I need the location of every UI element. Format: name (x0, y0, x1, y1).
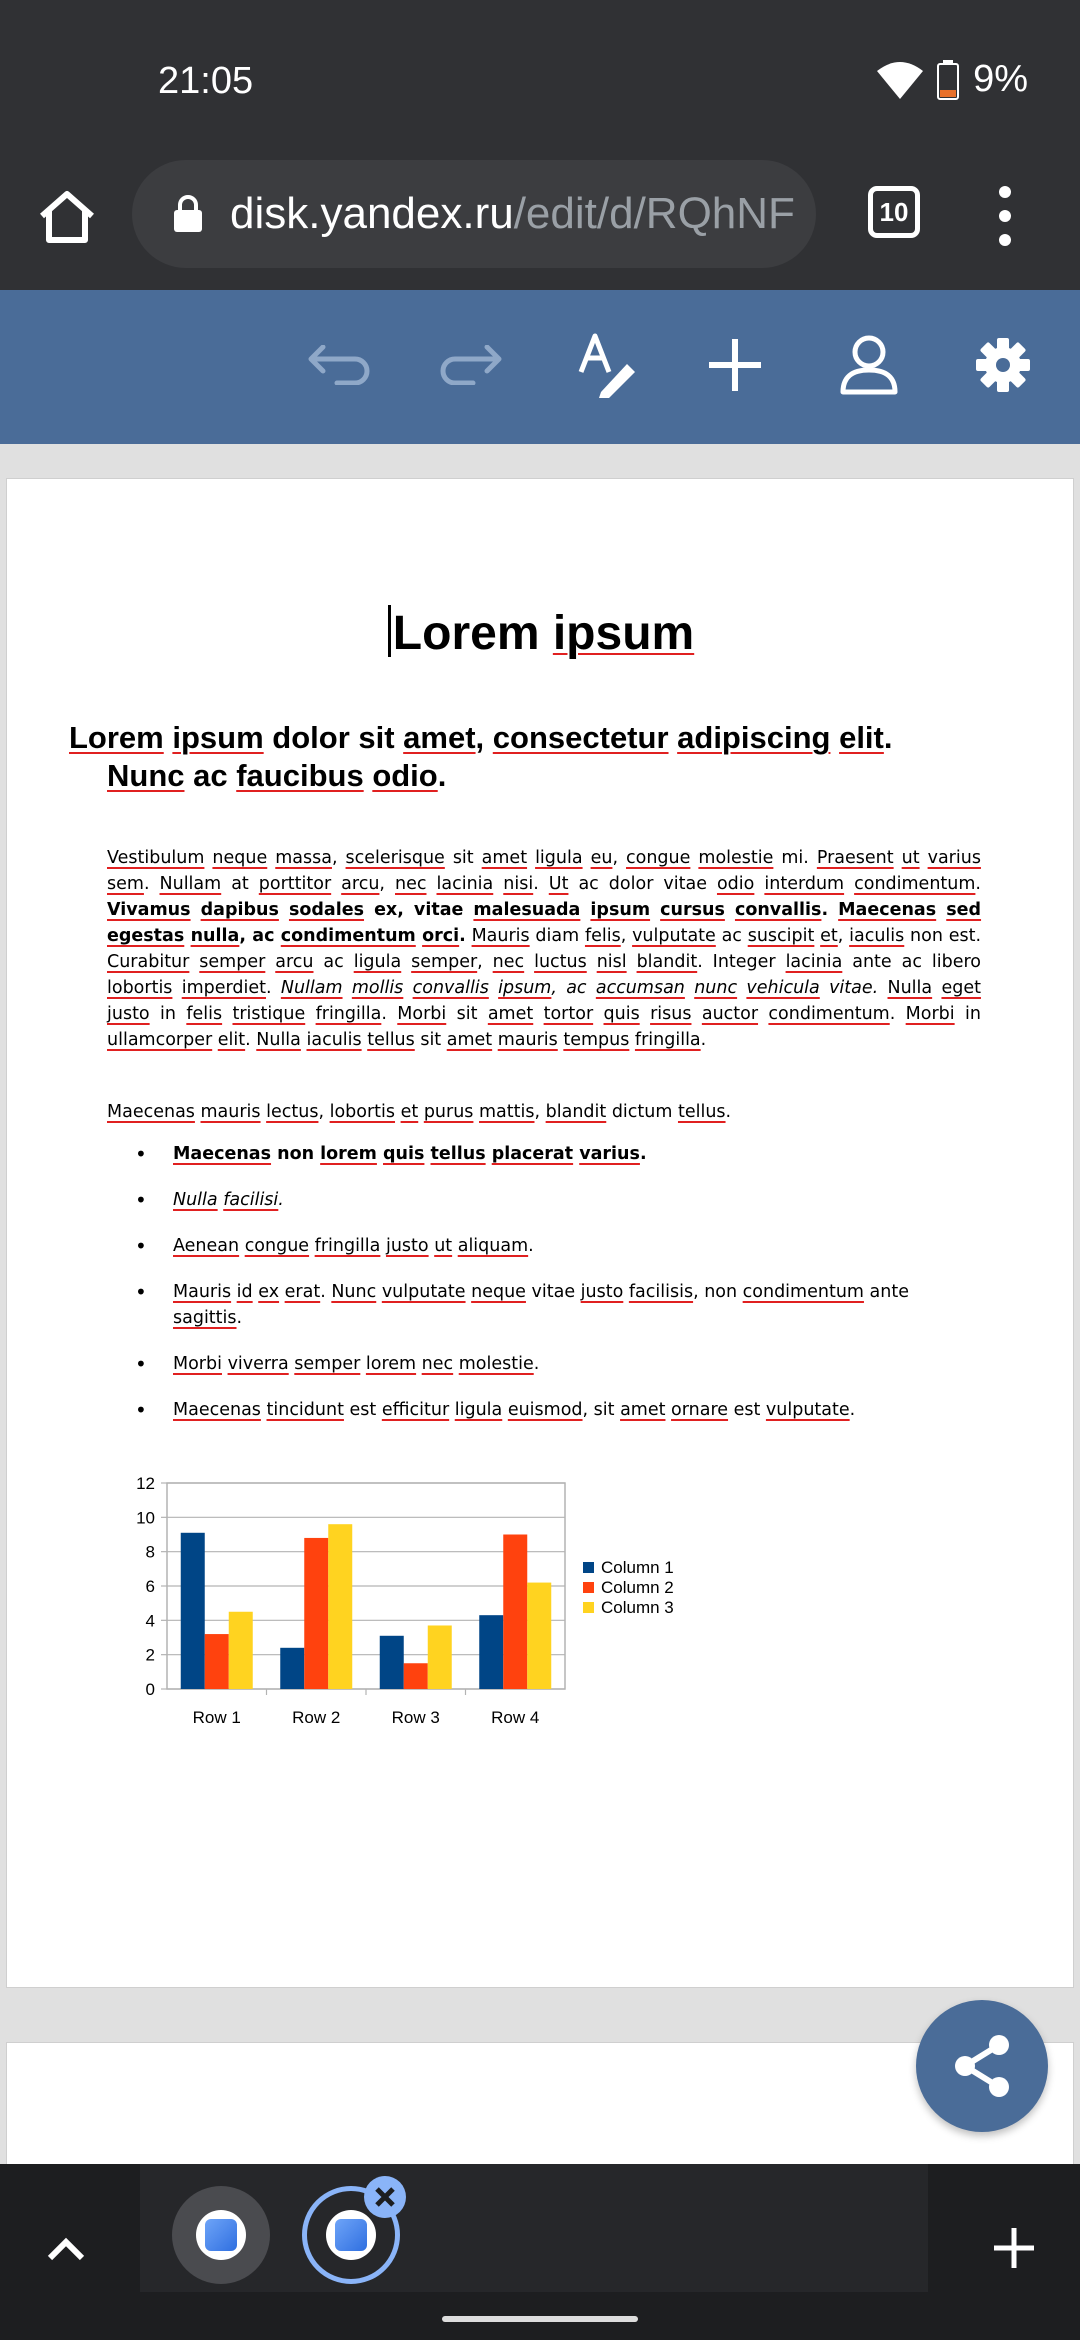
chart-y-tick-label: 8 (145, 1542, 155, 1562)
lock-icon (172, 194, 204, 234)
title-word-1: Lorem (392, 607, 540, 660)
yandex-disk-favicon-icon (196, 2210, 246, 2260)
chart-bar (527, 1583, 551, 1689)
bullet-list (107, 1141, 981, 1443)
battery-percent: 9% (973, 58, 1028, 100)
chart-legend-label: Column 3 (601, 1598, 674, 1617)
overflow-menu-icon[interactable] (990, 186, 1020, 246)
text-format-button[interactable] (572, 330, 642, 400)
url-host: disk.yandex.ru (230, 189, 514, 238)
list-item: • Mauris id ex erat. Nunc vulputate neque vitae justo facilisis, non condimentum ante sagittis. (107, 1279, 981, 1331)
url-path: /edit/d/RQhNF (513, 189, 795, 238)
chart-y-tick-label: 2 (145, 1645, 155, 1665)
battery-icon (937, 60, 959, 100)
document-heading: Lorem ipsum dolor sit amet, consectetur adipiscing elit. Nunc ac faucibus odio. (69, 720, 893, 793)
chart-bar (229, 1612, 253, 1689)
chart-bar (205, 1634, 229, 1689)
tab-strip (0, 2164, 1080, 2340)
undo-button[interactable] (304, 330, 374, 400)
chart-bar (503, 1535, 527, 1690)
url-text (230, 189, 795, 239)
share-icon (949, 2033, 1015, 2099)
user-icon (839, 334, 899, 396)
list-item: • Nulla facilisi. (107, 1187, 981, 1213)
undo-icon (307, 345, 371, 385)
list-item: • Morbi viverra semper lorem nec molestie. (107, 1351, 981, 1377)
list-item: • Maecenas non lorem quis tellus placerat varius. (107, 1141, 981, 1167)
plus-icon (707, 337, 763, 393)
text-cursor (388, 605, 391, 657)
title-word-2: ipsum (552, 607, 695, 660)
status-icons (877, 58, 1028, 101)
chart-y-tick-label: 10 (136, 1508, 155, 1528)
share-button[interactable] (916, 2000, 1048, 2132)
chart-legend-swatch (583, 1602, 594, 1613)
chart-bar (479, 1615, 503, 1689)
chart-legend-label: Column 2 (601, 1578, 674, 1597)
home-icon[interactable] (36, 186, 98, 248)
tab-switcher-button[interactable]: 10 (868, 186, 920, 238)
url-bar[interactable] (132, 160, 816, 268)
chart-bar (328, 1524, 352, 1689)
redo-icon (439, 345, 503, 385)
insert-button[interactable] (700, 330, 770, 400)
chart-legend-swatch (583, 1582, 594, 1593)
list-item: • Aenean congue fringilla justo ut aliquam. (107, 1233, 981, 1259)
wifi-icon (877, 61, 923, 99)
gesture-home-indicator (442, 2316, 638, 2322)
chart-y-tick-label: 0 (145, 1680, 155, 1699)
browser-address-bar (0, 160, 1080, 290)
settings-button[interactable] (968, 330, 1038, 400)
yandex-disk-favicon-icon (326, 2210, 376, 2260)
status-bar (0, 0, 1080, 160)
chart-x-tick-label: Row 3 (391, 1708, 440, 1727)
editor-toolbar (0, 290, 1080, 444)
gear-icon (975, 337, 1031, 393)
chart-x-tick-label: Row 2 (292, 1708, 341, 1727)
new-tab-icon[interactable] (988, 2222, 1040, 2274)
chart-bar (380, 1636, 404, 1689)
chart-legend-swatch (583, 1562, 594, 1573)
chart-bar (428, 1625, 452, 1689)
chart-bar (280, 1648, 304, 1689)
chart-bar (181, 1533, 205, 1689)
tab-thumbnail-1[interactable] (172, 2186, 270, 2284)
paragraph-1: Vestibulum neque massa, scelerisque sit amet ligula eu, congue molestie mi. Praesent ut varius sem. Nullam at porttitor arcu, nec lacinia nisi. Ut ac dolor vitae odio interdum condimentum. Vivamus dapibus sodales ex, vitae malesuada ipsum cursus convallis. Maecenas sed egestas nulla, ac condimentum orci. Mauris diam felis, vulputate ac suscipit et, iaculis non est. Curabitur semper arcu ac ligula semper, nec luctus nisl blandit. Integer lacinia ante ac libero lobortis imperdiet. Nullam mollis convallis ipsum, ac accumsan nunc vehicula vitae. Nulla eget justo in felis tristique fringilla. Morbi sit amet tortor quis risus auctor condimentum. Morbi in ullamcorper elit. Nulla iaculis tellus sit amet mauris tempus fringilla. (107, 848, 982, 1050)
chart-x-tick-label: Row 4 (491, 1708, 540, 1727)
chart-y-tick-label: 4 (145, 1611, 155, 1631)
close-tab-icon[interactable] (364, 2176, 406, 2218)
chevron-up-icon[interactable] (40, 2224, 92, 2276)
chart-x-tick-label: Row 1 (192, 1708, 241, 1727)
paragraph-2: Maecenas mauris lectus, lobortis et purus mattis, blandit dictum tellus. (107, 1102, 732, 1122)
document-page[interactable] (6, 478, 1074, 1988)
bar-chart[interactable] (107, 1477, 707, 1747)
document-title (7, 605, 1075, 661)
list-item: • Maecenas tincidunt est efficitur ligula euismod, sit amet ornare est vulputate. (107, 1397, 981, 1423)
chart-y-tick-label: 12 (136, 1477, 155, 1493)
chart-bar (404, 1663, 428, 1689)
text-format-icon (577, 332, 637, 398)
status-time: 21:05 (158, 60, 254, 102)
redo-button[interactable] (436, 330, 506, 400)
chart-legend-label: Column 1 (601, 1558, 674, 1577)
account-button[interactable] (834, 330, 904, 400)
chart-bar (304, 1538, 328, 1689)
chart-y-tick-label: 6 (145, 1577, 155, 1596)
